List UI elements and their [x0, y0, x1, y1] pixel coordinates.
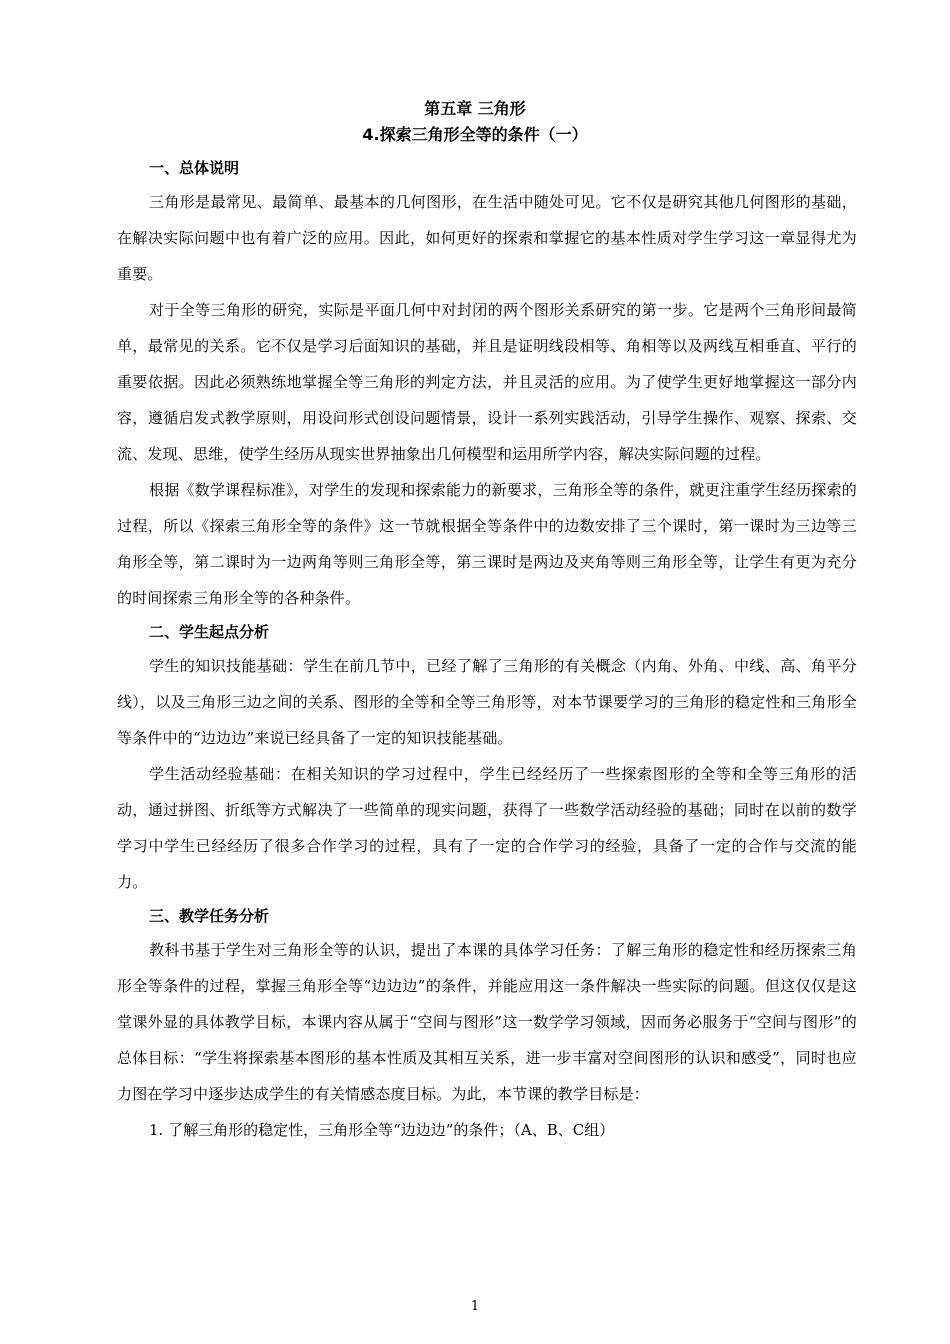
section-heading-student-analysis: 二、学生起点分析 — [149, 623, 270, 641]
lesson-title: 4.探索三角形全等的条件（一） — [362, 125, 588, 144]
paragraph: 三角形是最常见、最简单、最基本的几何图形，在生活中随处可见。它不仅是研究其他几何图形的基础，在解决实际问题中也有着广泛的应用。因此，如何更好的探索和掌握它的基本性质对学生学习这一章显得尤为重要。 — [117, 193, 857, 283]
section-heading-task-analysis: 三、教学任务分析 — [149, 907, 270, 925]
paragraph: 教科书基于学生对三角形全等的认识，提出了本课的具体学习任务：了解三角形的稳定性和经历探索三角形全等条件的过程，掌握三角形全等“边边边”的条件，并能应用这一条件解决一些实际的问题。但这仅仅是这堂课外显的具体教学目标，本课内容从属于“空间与图形”这一数学学习领域，因而务必服务于“空间与图形”的总体目标：“学生将探索基本图形的基本性质及其相互关系，进一步丰富对空间图形的认识和感受”，同时也应力图在学习中逐步达成学生的有关情感态度目标。为此，本节课的教学目标是： — [117, 941, 857, 1103]
paragraph: 学生的知识技能基础：学生在前几节中，已经了解了三角形的有关概念（内角、外角、中线、高、角平分线），以及三角形三边之间的关系、图形的全等和全等三角形等，对本节课要学习的三角形的稳定性和三角形全等条件中的“边边边”来说已经具备了一定的知识技能基础。 — [117, 657, 857, 747]
paragraph: 学生活动经验基础：在相关知识的学习过程中，学生已经经历了一些探索图形的全等和全等三角形的活动，通过拼图、折纸等方式解决了一些简单的现实问题，获得了一些数学活动经验的基础；同时在以前的数学学习中学生已经经历了很多合作学习的过程，具有了一定的合作学习的经验，具备了一定的合作与交流的能力。 — [117, 765, 857, 891]
paragraph: 根据《数学课程标准》，对学生的发现和探索能力的新要求，三角形全等的条件，就更注重学生经历探索的过程，所以《探索三角形全等的条件》这一节就根据全等条件中的边数安排了三个课时，第一课时为三边等三角形全等，第二课时为一边两角等则三角形全等，第三课时是两边及夹角等则三角形全等，让学生有更为充分的时间探索三角形全等的各种条件。 — [117, 481, 857, 607]
chapter-title: 第五章 三角形 — [424, 99, 526, 118]
list-item: 1. 了解三角形的稳定性，三角形全等“边边边”的条件；（A、B、C组） — [149, 1121, 615, 1139]
section-heading-overview: 一、总体说明 — [149, 159, 240, 177]
document-body — [117, 152, 857, 1148]
paragraph: 对于全等三角形的研究，实际是平面几何中对封闭的两个图形关系研究的第一步。它是两个三角形间最简单，最常见的关系。它不仅是学习后面知识的基础，并且是证明线段相等、角相等以及两线互相垂直、平行的重要依据。因此必须熟练地掌握全等三角形的判定方法，并且灵活的应用。为了使学生更好地掌握这一部分内容，遵循启发式教学原则，用设问形式创设问题情景，设计一系列实践活动，引导学生操作、观察、探索、交流、发现、思维，使学生经历从现实世界抽象出几何模型和运用所学内容，解决实际问题的过程。 — [117, 301, 857, 463]
page-number: 1 — [470, 1299, 480, 1314]
